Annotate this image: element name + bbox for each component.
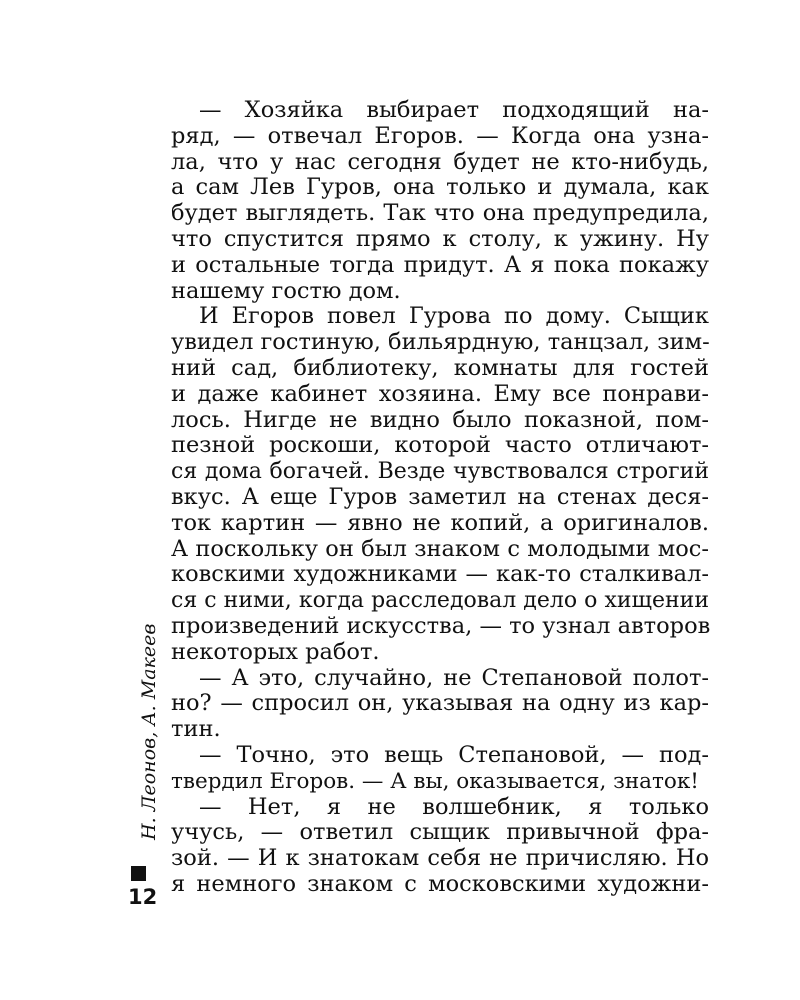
text-line: некоторых работ. bbox=[171, 638, 380, 665]
text-line: — А это, случайно, не Степановой полот- bbox=[199, 664, 709, 691]
text-line: И Егоров повел Гурова по дому. Сыщик bbox=[199, 303, 709, 330]
page-number: 12 bbox=[128, 885, 158, 909]
text-line: — Нет, я не волшебник, я только bbox=[199, 793, 709, 820]
text-line: тин. bbox=[171, 716, 221, 743]
text-line: вкус. А еще Гуров заметил на стенах деся- bbox=[171, 483, 709, 510]
text-line: пезной роскоши, которой часто отличают- bbox=[171, 432, 709, 459]
text-line: увидел гостиную, бильярдную, танцзал, зим- bbox=[171, 329, 710, 356]
text-line: ся с ними, когда расследовал дело о хищении bbox=[171, 588, 709, 614]
text-line: — Точно, это вещь Степановой, — под- bbox=[199, 741, 709, 768]
text-line: нашему гостю дом. bbox=[171, 277, 401, 304]
body-text bbox=[171, 98, 709, 898]
text-line: ковскими художниками — как-то сталкивал- bbox=[171, 561, 709, 588]
text-line: ток картин — явно не копий, а оригиналов. bbox=[171, 509, 709, 536]
running-head: Н. Леонов, А. Макеев bbox=[138, 623, 160, 840]
text-line: но? — спросил он, указывая на одну из кар- bbox=[171, 690, 709, 717]
text-line: что спустится прямо к столу, к ужину. Ну bbox=[171, 225, 709, 252]
text-line: ряд, — отвечал Егоров. — Когда она узна- bbox=[171, 122, 709, 149]
text-line: и остальные тогда придут. А я пока покажу bbox=[171, 251, 709, 278]
text-line: твердил Егоров. — А вы, оказывается, знаток! bbox=[171, 768, 699, 794]
text-line: я немного знаком с московскими художни- bbox=[171, 870, 709, 897]
text-line: А поскольку он был знаком с молодыми мос- bbox=[171, 535, 709, 562]
text-line: лось. Нигде не видно было показной, пом- bbox=[171, 406, 709, 433]
text-line: учусь, — ответил сыщик привычной фра- bbox=[171, 819, 709, 846]
text-line: произведений искусства, — то узнал авторов bbox=[171, 612, 711, 639]
text-line: ся дома богачей. Везде чувствовался строгий bbox=[171, 459, 709, 485]
text-line: ний сад, библиотеку, комнаты для гостей bbox=[171, 354, 709, 381]
text-line: а сам Лев Гуров, она только и думала, как bbox=[171, 174, 709, 201]
text-line: будет выглядеть. Так что она предупредила, bbox=[171, 200, 709, 227]
text-line: ла, что у нас сегодня будет не кто-нибудь, bbox=[171, 148, 709, 175]
text-line: — Хозяйка выбирает подходящий на- bbox=[199, 97, 709, 123]
text-line: зой. — И к знатокам себя не причисляю. Но bbox=[171, 845, 709, 872]
folio-square-mark bbox=[131, 866, 146, 881]
text-line: и даже кабинет хозяина. Ему все понрави- bbox=[171, 380, 709, 407]
